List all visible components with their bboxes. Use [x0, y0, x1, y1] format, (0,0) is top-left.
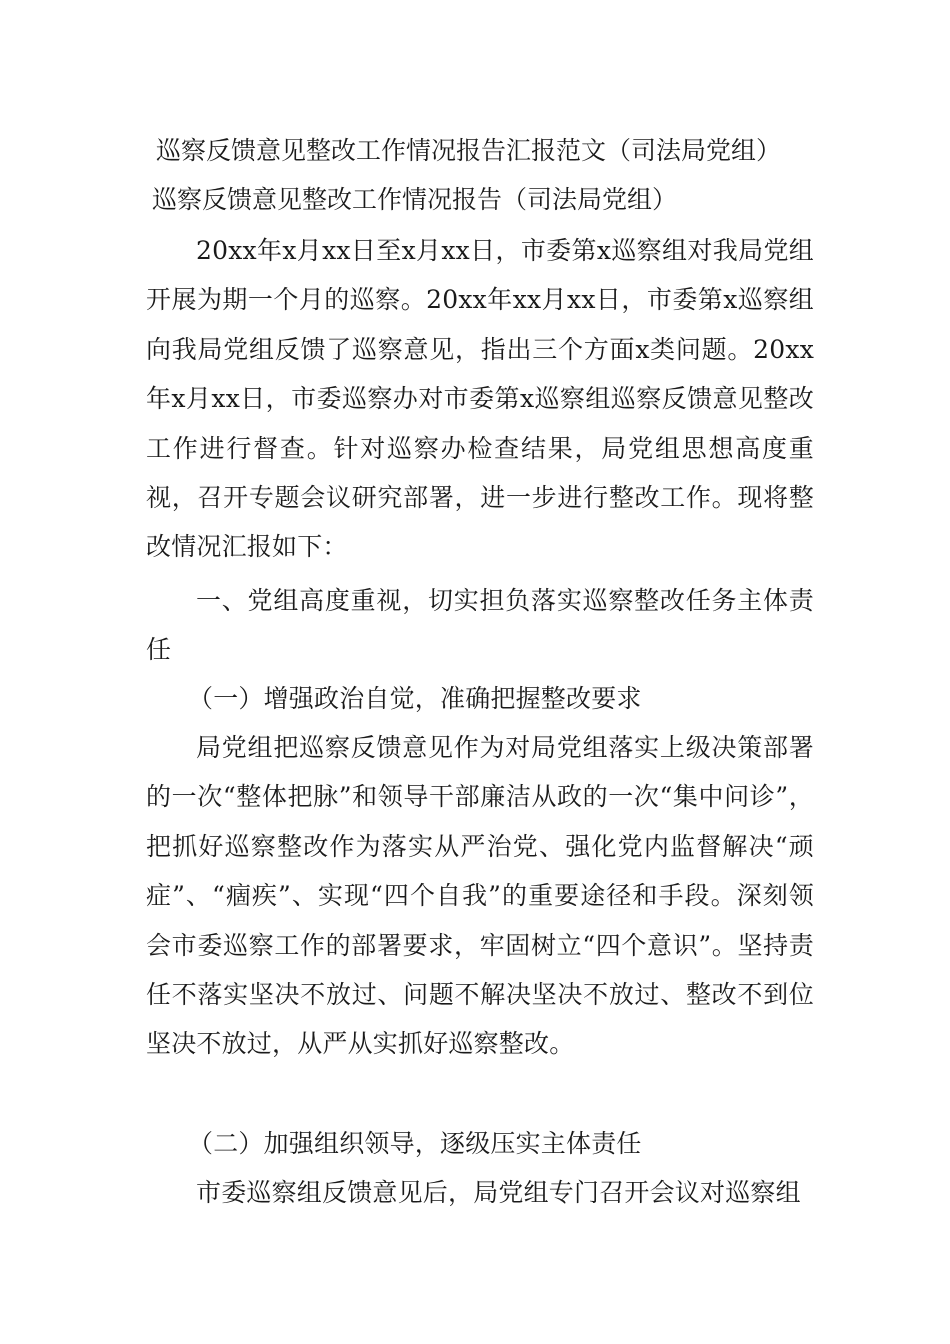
intro-paragraph: 20xx年x月xx日至x月xx日，市委第x巡察组对我局党组开展为期一个月的巡察。20xx年xx月xx日，市委第x巡察组向我局党组反馈了巡察意见，指出三个方面x类问题。20xx年x月xx日，市委巡察办对市委第x巡察组巡察反馈意见整改工作进行督查。针对巡察办检查结果，局党组思想高度重视，召开专题会议研究部署，进一步进行整改工作。现将整改情况汇报如下：: [146, 236, 814, 562]
body-paragraph-1: 局党组把巡察反馈意见作为对局党组落实上级决策部署的一次“整体把脉”和领导干部廉洁从政的一次“集中问诊”，把抓好巡察整改作为落实从严治党、强化党内监督解决“顽症”、“痼疾”、实现“四个自我”的重要途径和手段。深刻领会市委巡察工作的部署要求，牢固树立“四个意识”。坚持责任不落实坚决不放过、问题不解决坚决不放过、整改不到位坚决不放过，从严从实抓好巡察整改。: [146, 733, 814, 1059]
subsection-heading-1: （一）增强政治自觉，准确把握整改要求: [188, 684, 642, 713]
body-paragraph-2: 市委巡察组反馈意见后，局党组专门召开会议对巡察组: [196, 1178, 801, 1207]
subsection-heading-2: （二）加强组织领导，逐级压实主体责任: [188, 1129, 642, 1158]
section-heading-1: 一、党组高度重视，切实担负落实巡察整改任务主体责任: [146, 586, 814, 665]
document-subtitle: 巡察反馈意见整改工作情况报告（司法局党组）: [152, 185, 678, 214]
document-title: 巡察反馈意见整改工作情况报告汇报范文（司法局党组）: [156, 136, 782, 165]
